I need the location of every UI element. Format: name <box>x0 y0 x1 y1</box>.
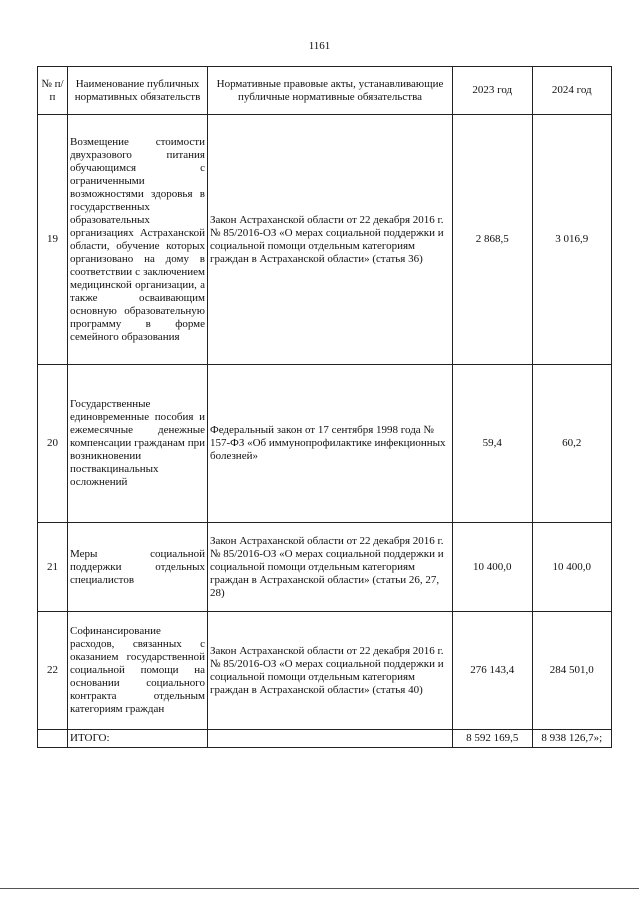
total-acts-cell <box>208 730 453 748</box>
row-value-2024: 3 016,9 <box>532 115 612 365</box>
row-value-2024: 60,2 <box>532 365 612 523</box>
page-number: 1161 <box>308 40 331 52</box>
row-value-2024: 284 501,0 <box>532 612 612 730</box>
table-header-row <box>38 67 612 115</box>
row-num: 19 <box>38 115 68 365</box>
row-value-2023: 59,4 <box>453 365 533 523</box>
total-2023: 8 592 169,5 <box>453 730 533 748</box>
header-2024: 2024 год <box>532 67 612 115</box>
row-acts: Закон Астраханской области от 22 декабря 2016 г. № 85/2016-ОЗ «О мерах социальной поддержки и социальной помощи отдельным категориям граждан в Астраханской области» (статьи 26, 27, 28) <box>208 523 453 612</box>
header-acts: Нормативные правовые акты, устанавливающие публичные нормативные обязательства <box>208 67 453 115</box>
obligations-table <box>37 66 612 748</box>
total-label: ИТОГО: <box>68 730 208 748</box>
row-num: 22 <box>38 612 68 730</box>
table-row <box>38 523 612 612</box>
row-value-2024: 10 400,0 <box>532 523 612 612</box>
row-num: 20 <box>38 365 68 523</box>
row-num: 21 <box>38 523 68 612</box>
total-num-cell <box>38 730 68 748</box>
bottom-divider <box>0 888 639 889</box>
row-value-2023: 2 868,5 <box>453 115 533 365</box>
row-acts: Закон Астраханской области от 22 декабря 2016 г. № 85/2016-ОЗ «О мерах социальной поддержки и социальной помощи отдельным категориям граждан в Астраханской области» (статья 36) <box>208 115 453 365</box>
row-name: Софинансирование расходов, связанных с оказанием государственной социальной помощи на основании социального контракта отдельным категориям граждан <box>68 612 208 730</box>
row-name: Меры социальной поддержки отдельных специалистов <box>68 523 208 612</box>
header-2023: 2023 год <box>453 67 533 115</box>
total-row <box>38 730 612 748</box>
row-value-2023: 276 143,4 <box>453 612 533 730</box>
row-name: Государственные единовременные пособия и ежемесячные денежные компенсации гражданам при возникновении поствакцинальных осложнений <box>68 365 208 523</box>
row-name: Возмещение стоимости двухразового питания обучающимся с ограниченными возможностями здоровья в государственных образовательных организациях Астраханской области, обучение которых организовано на дому в соответствии с заключением медицинской организации, а также осваивающим основную образовательную программу в форме семейного образования <box>68 115 208 365</box>
row-acts: Закон Астраханской области от 22 декабря 2016 г. № 85/2016-ОЗ «О мерах социальной поддержки и социальной помощи отдельным категориям граждан в Астраханской области» (статья 40) <box>208 612 453 730</box>
table-row <box>38 612 612 730</box>
row-value-2023: 10 400,0 <box>453 523 533 612</box>
row-acts: Федеральный закон от 17 сентября 1998 года № 157-ФЗ «Об иммунопрофилактике инфекционных болезней» <box>208 365 453 523</box>
total-2024: 8 938 126,7»; <box>532 730 612 748</box>
table-row <box>38 365 612 523</box>
header-name: Наименование публичных нормативных обязательств <box>68 67 208 115</box>
table-row <box>38 115 612 365</box>
header-num: № п/п <box>38 67 68 115</box>
